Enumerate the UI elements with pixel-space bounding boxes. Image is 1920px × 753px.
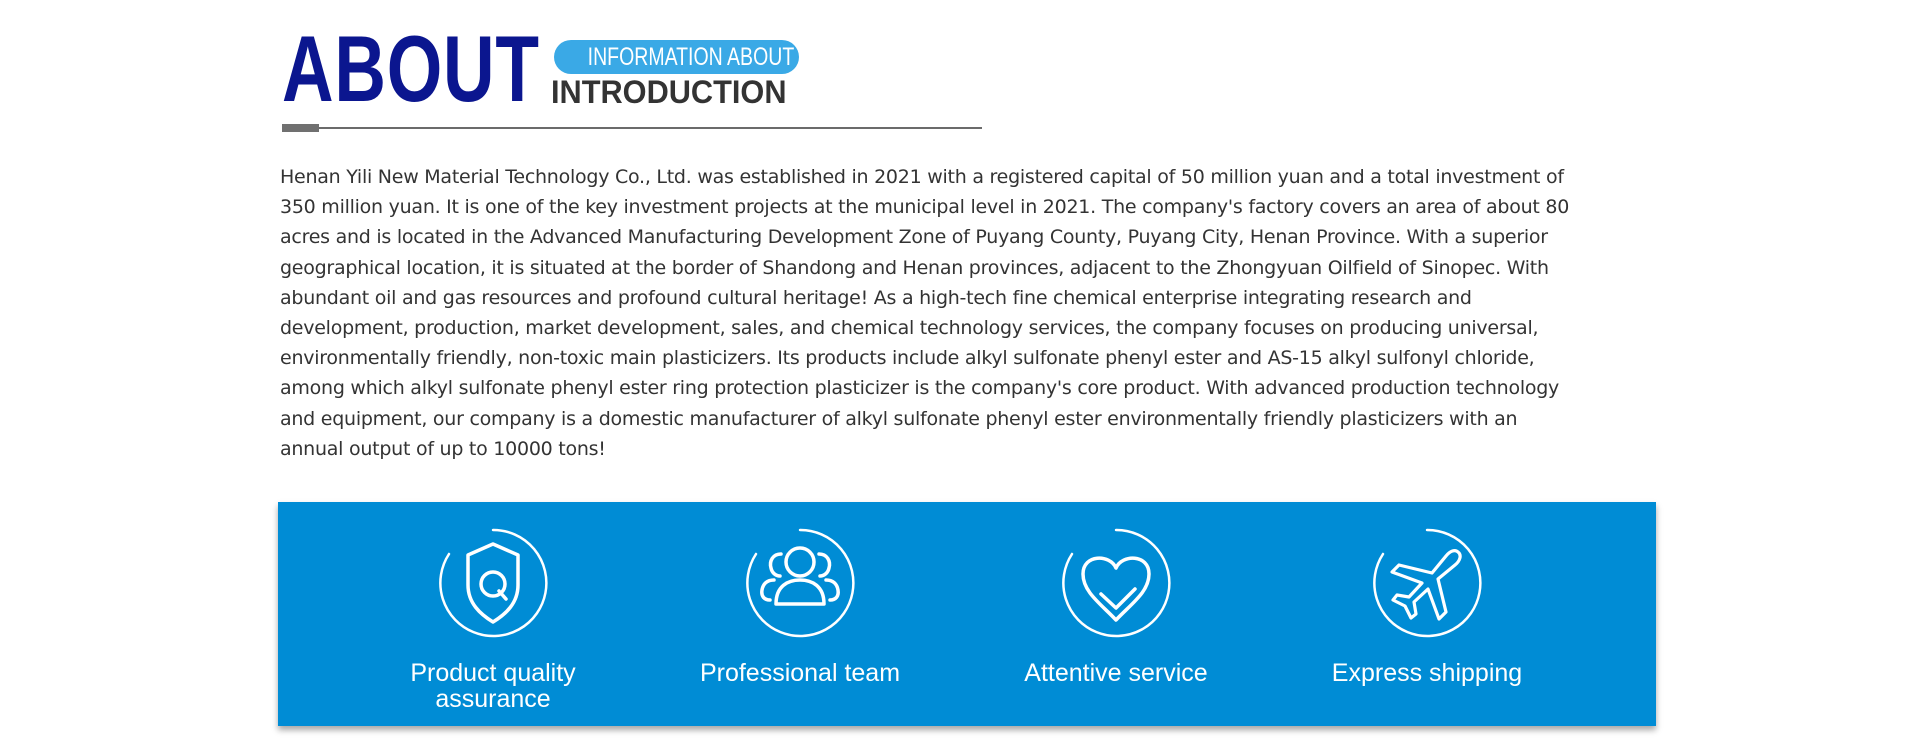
about-header (282, 16, 1002, 136)
header-divider-accent (282, 124, 319, 132)
info-tagline-text: INFORMATION ABOUT US (587, 43, 827, 71)
feature-professional-team (670, 502, 930, 726)
introduction-heading: INTRODUCTION (551, 74, 787, 110)
feature-label: Express shipping (1331, 659, 1523, 687)
company-introduction-text: Henan Yili New Material Technology Co., Ltd. was established in 2021 with a registered capital of 50 million yuan and a total investment of 350 million yuan. It is one of the key investment projects at the municipal level in 2021. The company's factory covers an area of about 80 acres and is located in the Advanced Manufacturing Development Zone of Puyang County, Puyang City, Henan Province. With a superior geographical location, it is situated at the border of Shandong and Henan provinces, adjacent to the Zhongyuan Oilfield of Sinopec. With abundant oil and gas resources and profound cultural heritage! As a high-tech fine chemical enterprise integrating research and development, production, market development, sales, and chemical technology services, the company focuses on producing universal, environmentally friendly, non-toxic main plasticizers. Its products include alkyl sulfonate phenyl ester and AS-15 alkyl sulfonyl chloride, among which alkyl sulfonate phenyl ester ring protection plasticizer is the company's core product. With advanced production technology and equipment, our company is a domestic manufacturer of alkyl sulfonate phenyl ester environmentally friendly plasticizers with an annual output of up to 10000 tons! (280, 166, 1570, 460)
header-divider (282, 127, 982, 129)
features-band (278, 502, 1656, 726)
info-tagline-badge (554, 40, 827, 74)
feature-label: Professional team (699, 659, 901, 687)
feature-product-quality (363, 502, 623, 726)
team-icon (745, 528, 855, 638)
about-title: ABOUT (282, 16, 540, 121)
airplane-icon (1372, 528, 1482, 638)
feature-attentive-service (986, 502, 1246, 726)
shield-quality-icon (438, 528, 548, 638)
feature-label: Product quality assurance (410, 659, 576, 713)
feature-express-shipping (1297, 502, 1557, 726)
heart-service-icon (1061, 528, 1171, 638)
feature-label: Attentive service (1024, 659, 1208, 687)
